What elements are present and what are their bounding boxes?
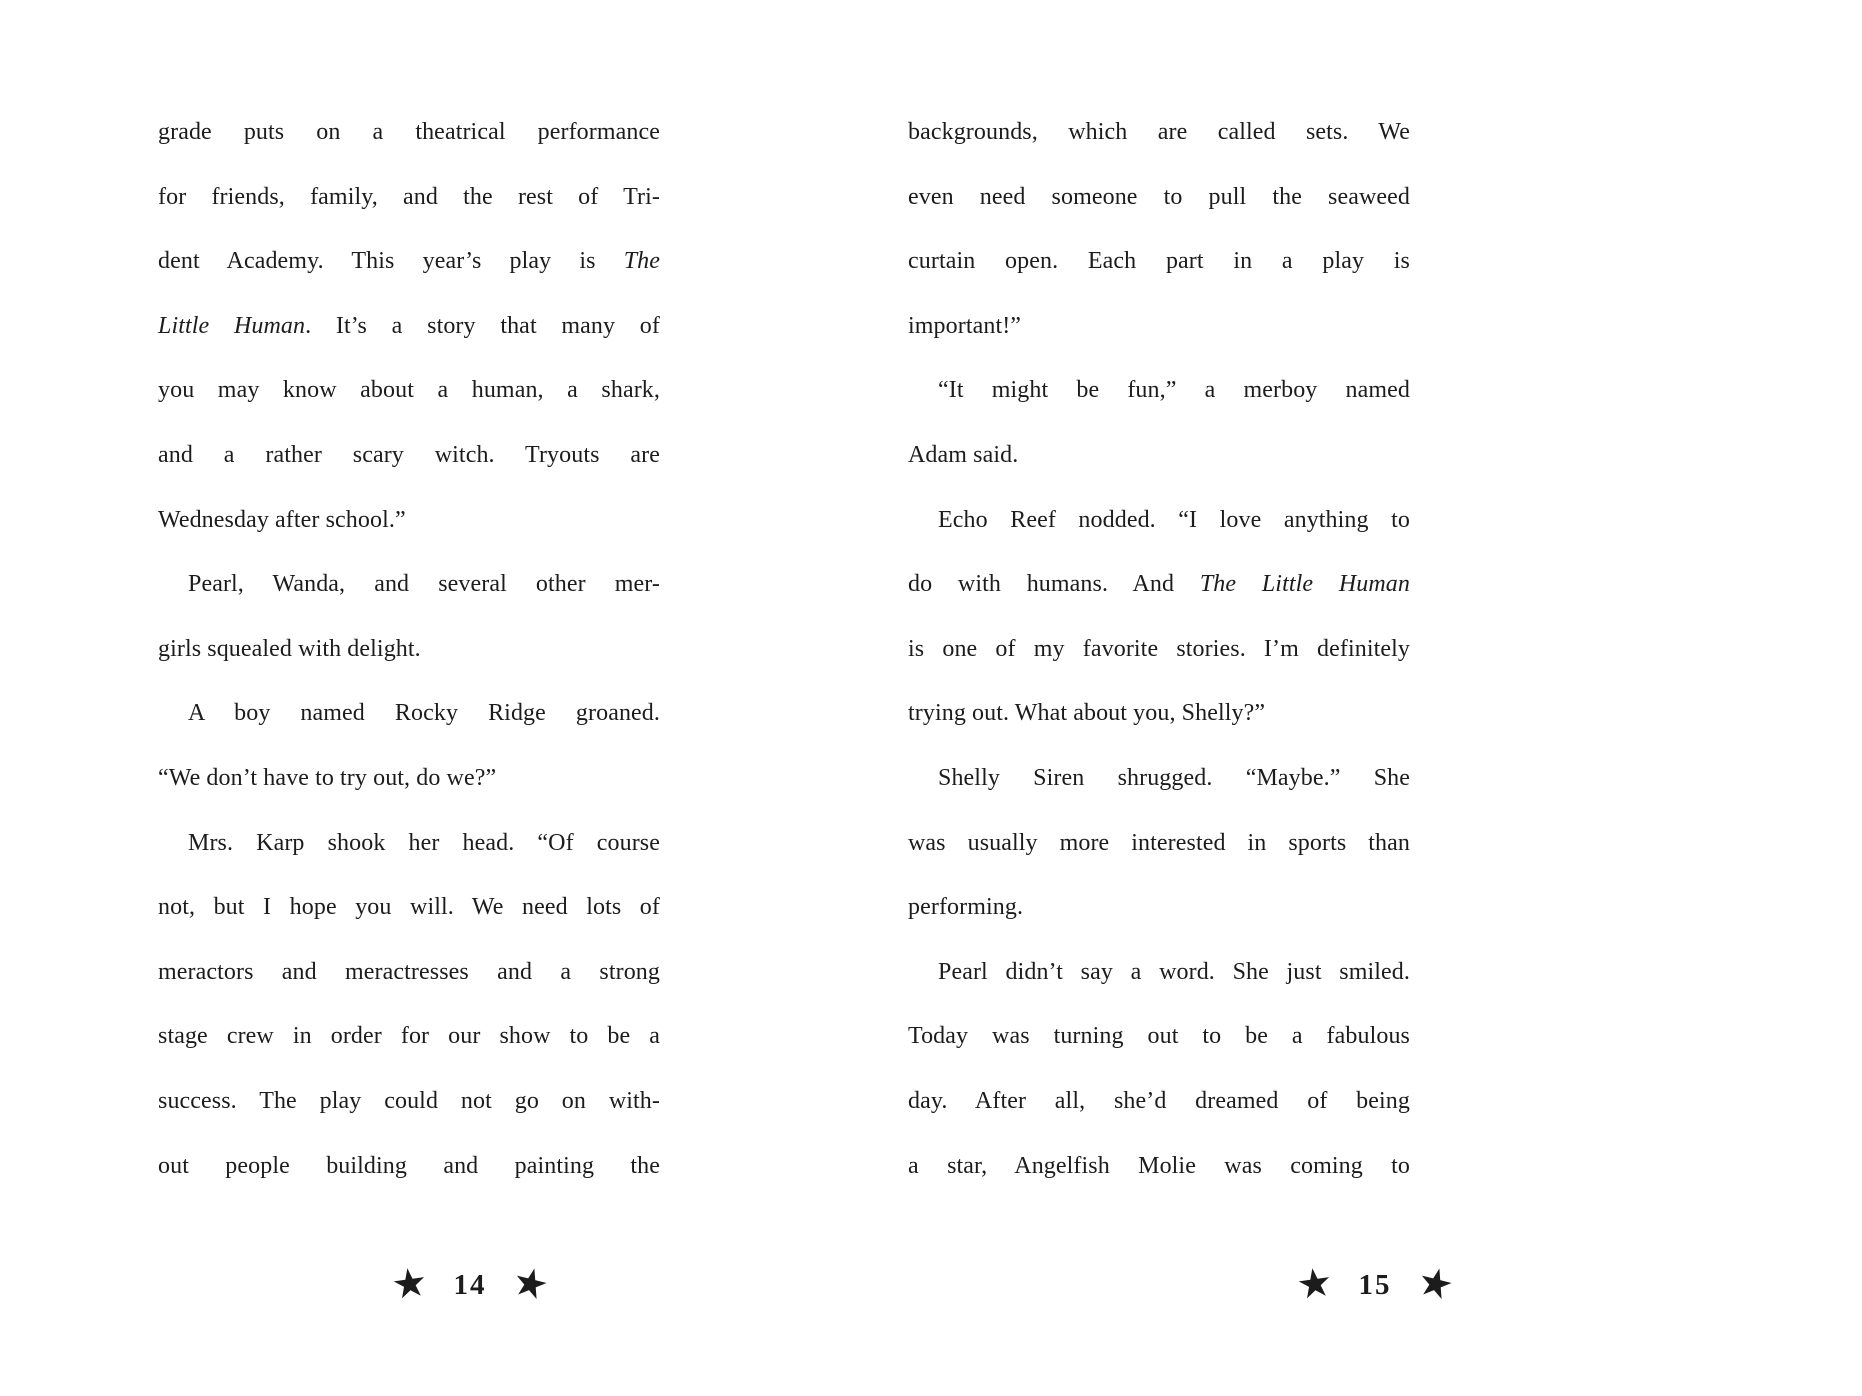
body-text: backgrounds, which are called sets. We (908, 119, 1410, 145)
text-line (158, 940, 660, 1005)
text-line (158, 294, 660, 359)
text-line (908, 229, 1410, 294)
text-line (908, 617, 1410, 682)
text-line (908, 552, 1410, 617)
body-text: “It might be fun,” a merboy named (938, 377, 1410, 404)
page-left-text-column (158, 100, 660, 1198)
book-title-text: The Little Human (1199, 571, 1411, 598)
body-text: even need someone to pull the seaweed (908, 183, 1410, 210)
text-line (158, 811, 660, 876)
text-line (158, 100, 660, 165)
body-text: grade puts on a theatrical performance (158, 119, 660, 145)
text-line (908, 165, 1410, 230)
body-text: Today was turning out to be a fabulous (908, 1023, 1410, 1050)
text-line (158, 1134, 660, 1199)
book-title-text: The (623, 248, 660, 275)
body-text: dent Academy. This year’s play is (158, 248, 624, 275)
body-text: “We don’t have to try out, do we?” (158, 764, 497, 791)
body-text: Shelly Siren shrugged. “Maybe.” She (938, 764, 1410, 791)
star-icon: ★ (1293, 1258, 1336, 1309)
text-line (158, 229, 660, 294)
book-title-text: Little Human (158, 312, 306, 339)
text-line (908, 358, 1410, 423)
body-text: out people building and painting the (158, 1152, 660, 1179)
text-line (908, 1069, 1410, 1134)
page-left-folio (388, 1257, 554, 1310)
body-text: day. After all, she’d dreamed of being (908, 1087, 1410, 1114)
body-text: a star, Angelfish Molie was coming to (908, 1152, 1410, 1179)
text-line (158, 488, 660, 553)
page-right-folio (1293, 1257, 1459, 1310)
text-line (158, 746, 660, 811)
page-right-text-column (908, 100, 1410, 1198)
body-text: and a rather scary witch. Tryouts are (158, 441, 660, 468)
text-line (908, 1004, 1410, 1069)
body-text: was usually more interested in sports than (908, 829, 1410, 856)
text-line (908, 746, 1410, 811)
star-icon: ★ (1412, 1257, 1459, 1310)
text-line (908, 811, 1410, 876)
text-line (908, 488, 1410, 553)
text-line (158, 423, 660, 488)
body-text: you may know about a human, a shark, (158, 377, 660, 404)
body-text: important!” (908, 312, 1022, 339)
body-text: not, but I hope you will. We need lots of (158, 894, 660, 921)
text-line (158, 552, 660, 617)
body-text: for friends, family, and the rest of Tri- (158, 183, 660, 210)
body-text: Pearl didn’t say a word. She just smiled. (938, 958, 1410, 985)
page-number: 14 (453, 1268, 487, 1301)
body-text: is one of my favorite stories. I’m definitely (908, 635, 1410, 662)
body-text: Mrs. Karp shook her head. “Of course (188, 829, 660, 856)
body-text: success. The play could not go on with- (158, 1087, 660, 1114)
body-text: . It’s a story that many of (305, 312, 660, 339)
body-text: curtain open. Each part in a play is (908, 248, 1410, 275)
text-line (158, 681, 660, 746)
text-line (908, 940, 1410, 1005)
body-text: Echo Reef nodded. “I love anything to (938, 506, 1410, 533)
text-line (158, 617, 660, 682)
text-line (158, 1069, 660, 1134)
text-line (158, 358, 660, 423)
text-line (908, 100, 1410, 165)
star-icon: ★ (388, 1258, 431, 1309)
text-line (908, 294, 1410, 359)
body-text: do with humans. And (908, 571, 1200, 598)
star-icon: ★ (507, 1257, 554, 1310)
body-text: Adam said. (908, 441, 1019, 468)
text-line (908, 423, 1410, 488)
body-text: performing. (908, 894, 1024, 921)
body-text: stage crew in order for our show to be a (158, 1023, 660, 1050)
text-line (158, 165, 660, 230)
body-text: A boy named Rocky Ridge groaned. (188, 700, 660, 727)
body-text: Pearl, Wanda, and several other mer- (188, 571, 660, 598)
text-line (908, 681, 1410, 746)
body-text: meractors and meractresses and a strong (158, 958, 660, 985)
text-line (908, 1134, 1410, 1199)
text-line (908, 875, 1410, 940)
body-text: trying out. What about you, Shelly?” (908, 700, 1266, 727)
text-line (158, 875, 660, 940)
body-text: Wednesday after school.” (158, 506, 406, 533)
text-line (158, 1004, 660, 1069)
page-number: 15 (1358, 1268, 1392, 1301)
body-text: girls squealed with delight. (158, 635, 421, 662)
